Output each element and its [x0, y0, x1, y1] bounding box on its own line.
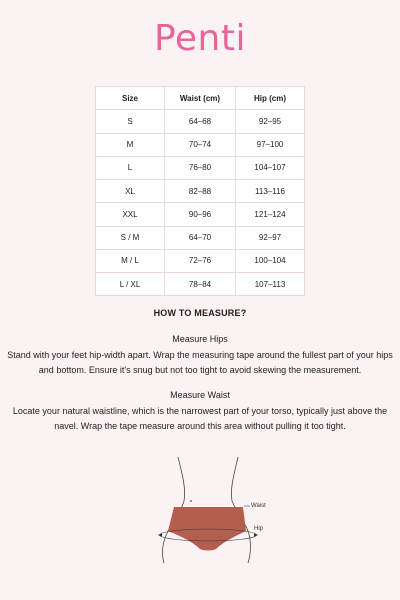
how-to-measure-heading: HOW TO MEASURE? [153, 308, 247, 318]
measure-waist-text: Locate your natural waistline, which is the narrowest part of your torso, typically just above the navel. Wrap the tape measure around this area without pulling it too tight. [12, 406, 388, 431]
table-row [96, 180, 305, 203]
body-outline-illustration [150, 455, 280, 565]
size-cell: S [96, 110, 165, 133]
hip-cell: 104–107 [236, 156, 305, 179]
waist-cell: 90–96 [165, 203, 236, 226]
hip-cell: 100–104 [236, 249, 305, 272]
header-size: Size [96, 87, 165, 110]
table-row [96, 249, 305, 272]
table-row [96, 273, 305, 296]
size-cell: M [96, 133, 165, 156]
header-waist: Waist (cm) [165, 87, 236, 110]
brand-logo: Penti [153, 18, 246, 59]
waist-cell: 82–88 [165, 180, 236, 203]
table-row [96, 110, 305, 133]
size-chart-table [95, 86, 305, 296]
waist-cell: 70–74 [165, 133, 236, 156]
table-row [96, 226, 305, 249]
waist-cell: 64–68 [165, 110, 236, 133]
header-hip: Hip (cm) [236, 87, 305, 110]
table-row [96, 133, 305, 156]
hip-cell: 92–97 [236, 226, 305, 249]
waist-cell: 72–76 [165, 249, 236, 272]
waist-cell: 64–70 [165, 226, 236, 249]
hip-cell: 92–95 [236, 110, 305, 133]
size-cell: S / M [96, 226, 165, 249]
measure-hips-text: Stand with your feet hip-width apart. Wrap the measuring tape around the fullest part of your hips and bottom. Ensure it's snug but not too tight to avoid skewing the measurement. [7, 350, 393, 375]
hip-cell: 97–100 [236, 133, 305, 156]
size-cell: L [96, 156, 165, 179]
waist-label: Waist [251, 503, 266, 509]
hip-cell: 107–113 [236, 273, 305, 296]
size-cell: L / XL [96, 273, 165, 296]
size-cell: M / L [96, 249, 165, 272]
hip-cell: 121–124 [236, 203, 305, 226]
table-row [96, 156, 305, 179]
measure-hips-title: Measure Hips [172, 334, 228, 344]
waist-cell: 78–84 [165, 273, 236, 296]
size-cell: XL [96, 180, 165, 203]
body-diagram [150, 455, 280, 565]
waist-cell: 76–80 [165, 156, 236, 179]
hip-label: Hip [254, 526, 264, 532]
table-header-row [96, 87, 305, 110]
size-cell: XXL [96, 203, 165, 226]
hip-cell: 113–116 [236, 180, 305, 203]
measure-waist-title: Measure Waist [170, 390, 230, 400]
table-row [96, 203, 305, 226]
